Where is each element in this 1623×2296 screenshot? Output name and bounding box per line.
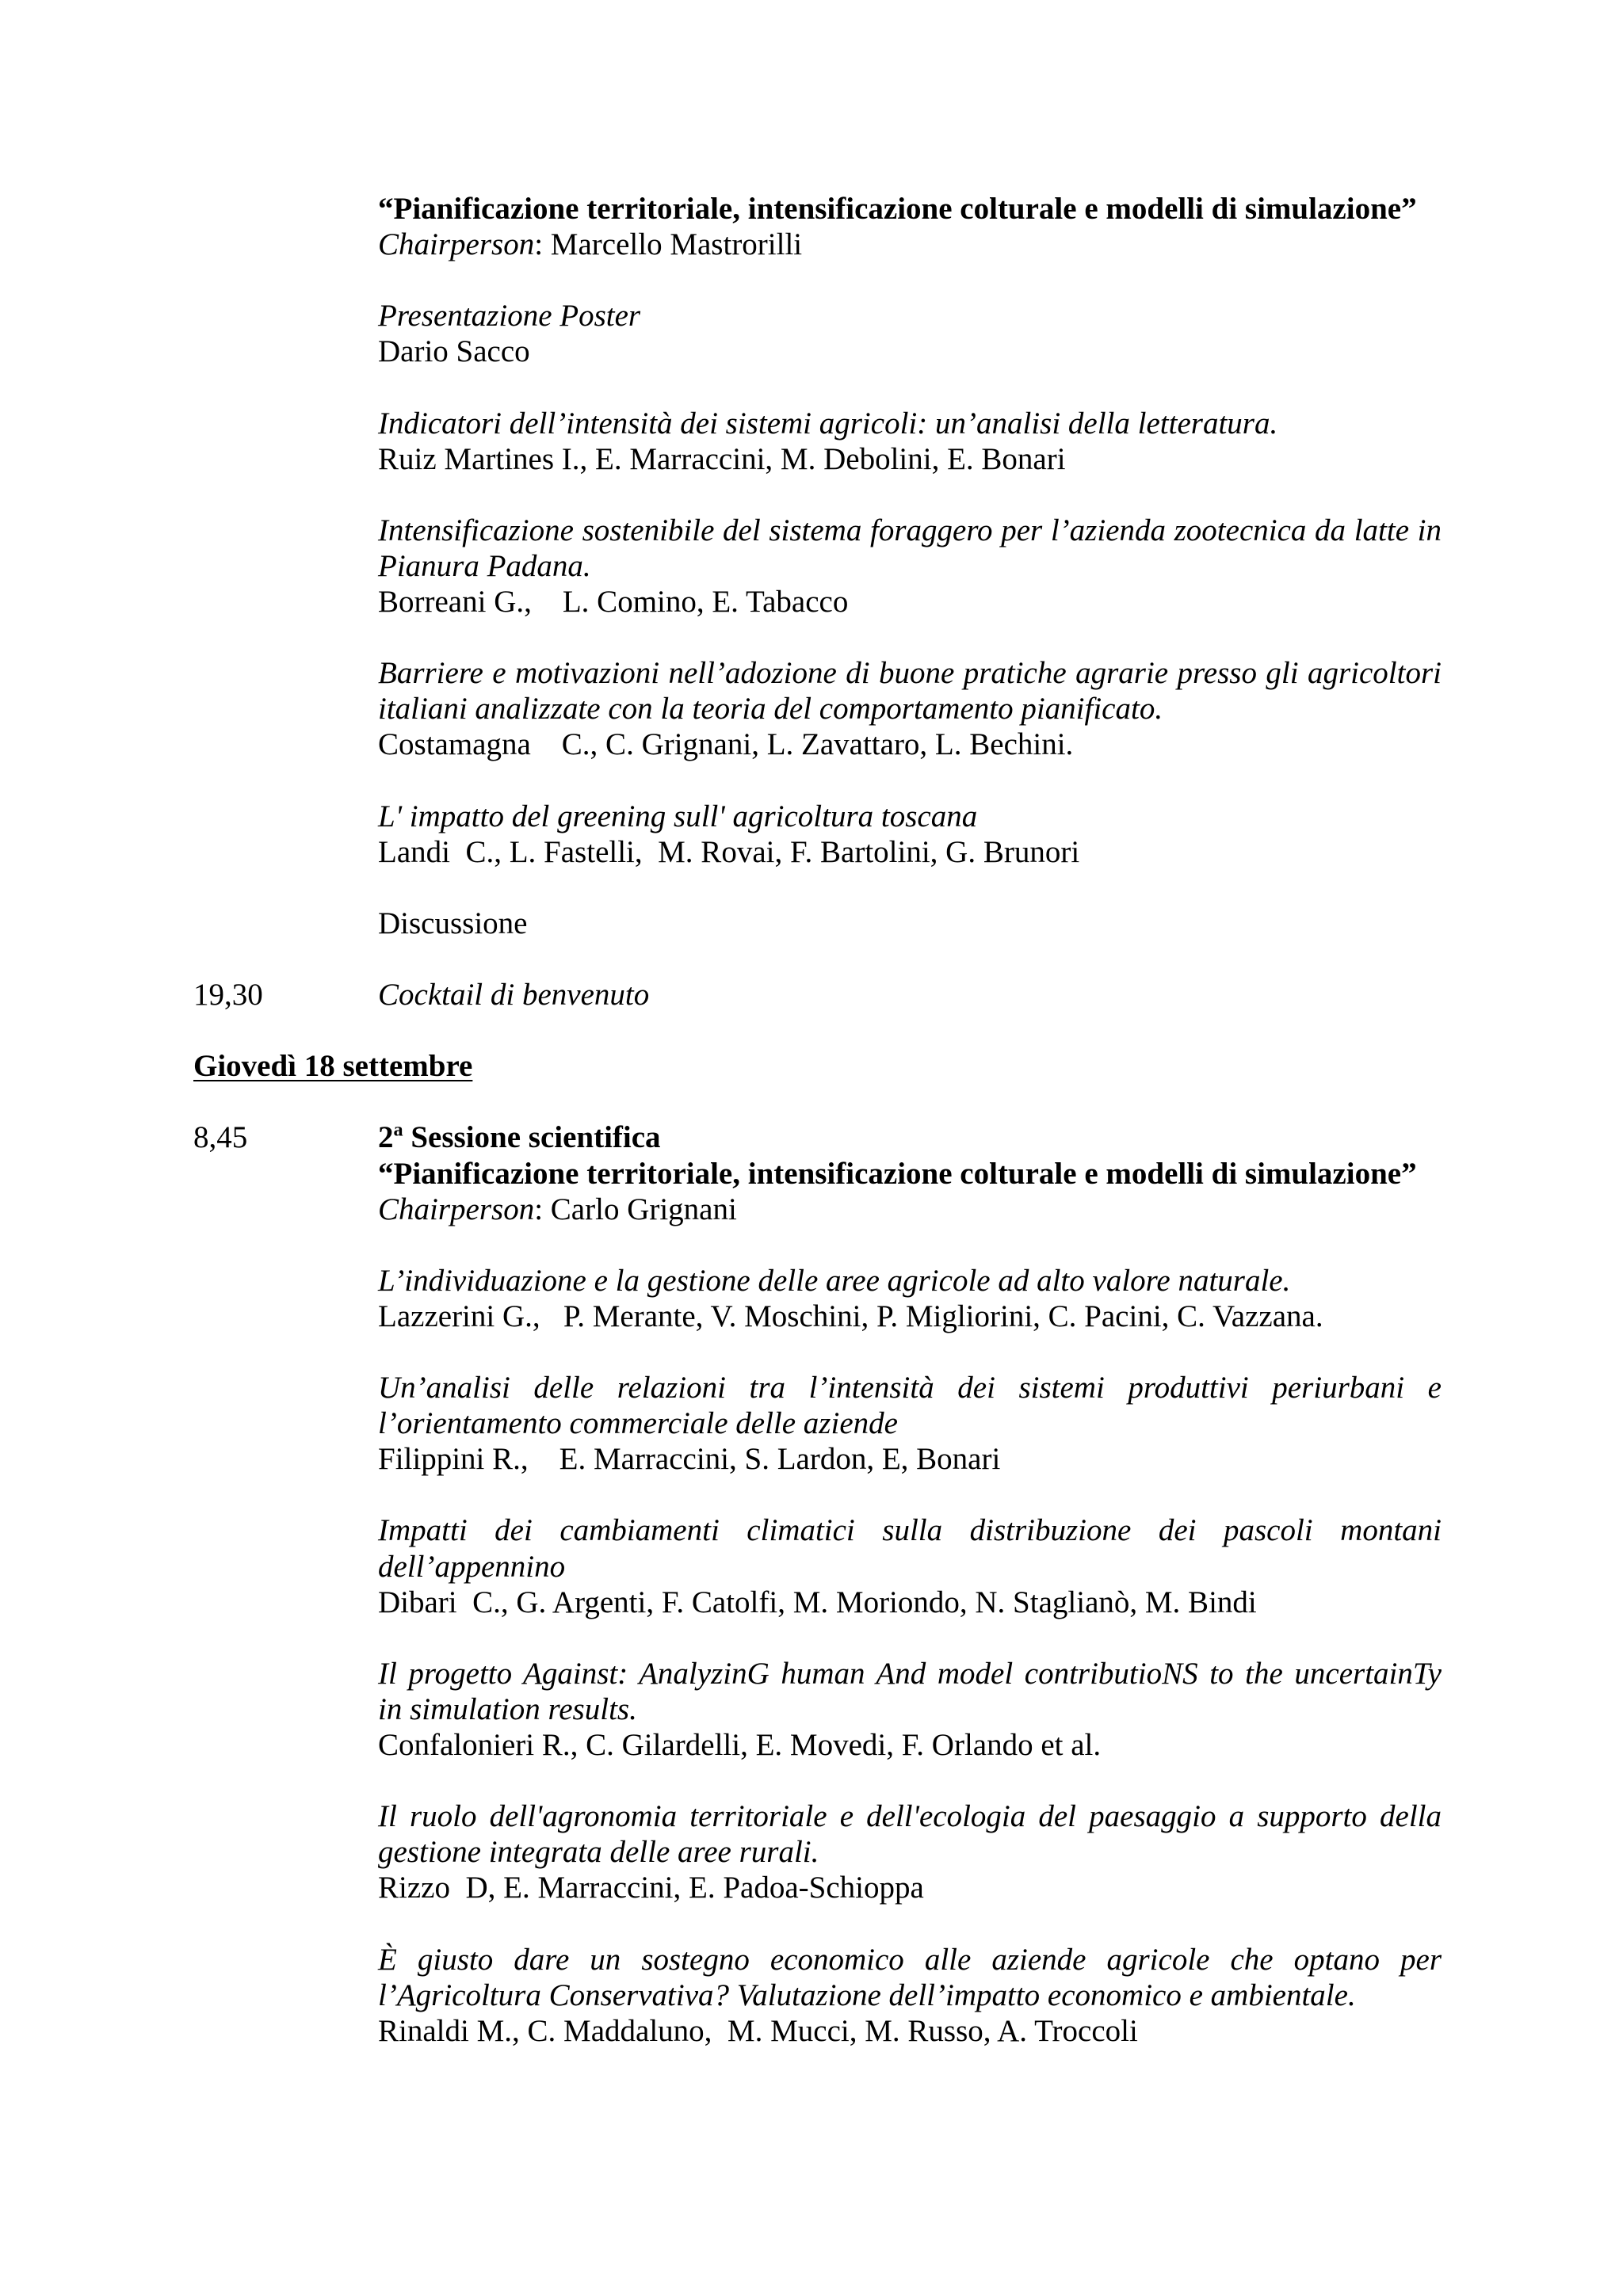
paper-title-line: Un’analisi delle relazioni tra l’intensità dei sistemi produttivi periurbani e — [378, 1371, 1442, 1405]
schedule-time: 8,45 — [193, 1120, 248, 1155]
session-ordinal-suffix: a — [393, 1119, 403, 1141]
paper-title-line: Pianura Padana. — [378, 548, 591, 583]
paper-authors: Filippini R., E. Marraccini, S. Lardon, E, Bonari — [378, 1442, 1001, 1477]
paper-title-line: Il progetto Against: AnalyzinG human And model contributioNS to the uncertainTy — [378, 1656, 1442, 1691]
day-heading: Giovedì 18 settembre — [193, 1049, 473, 1084]
session-heading — [378, 1119, 1442, 1155]
poster-presenter: Dario Sacco — [378, 334, 530, 369]
paper-entry — [0, 799, 1623, 870]
paper-title-line: l’orientamento commerciale delle aziende — [378, 1406, 898, 1441]
paper-authors: Rinaldi M., C. Maddaluno, M. Mucci, M. Russo, A. Troccoli — [378, 2013, 1138, 2048]
blank-line — [0, 1620, 1623, 1656]
blank-line — [0, 1906, 1623, 1942]
blank-line — [0, 1334, 1623, 1370]
poster-presentation — [0, 298, 1623, 369]
session-number: 2 — [378, 1120, 394, 1155]
paper-title-line: Indicatori dell’intensità dei sistemi agricoli: un’analisi della letteratura. — [378, 406, 1278, 441]
discussion-item: Discussione — [378, 906, 528, 940]
chairperson-name: Carlo Grignani — [550, 1192, 737, 1226]
paper-authors: Landi C., L. Fastelli, M. Rovai, F. Bartolini, G. Brunori — [378, 834, 1080, 869]
blank-line — [0, 763, 1623, 799]
blank-line — [0, 1227, 1623, 1263]
paper-authors: Borreani G., L. Comino, E. Tabacco — [378, 585, 849, 620]
paper-title-line: dell’appennino — [378, 1549, 566, 1584]
chairperson-line — [378, 1192, 1442, 1227]
paper-authors: Lazzerini G., P. Merante, V. Moschini, P. Migliorini, C. Pacini, C. Vazzana. — [378, 1299, 1323, 1333]
paper-entry — [0, 1942, 1623, 2049]
schedule-time: 19,30 — [193, 978, 263, 1013]
paper-title-line: L' impatto del greening sull' agricoltura toscana — [378, 799, 978, 833]
schedule-item-welcome — [0, 977, 1623, 1013]
chairperson-name: Marcello Mastrorilli — [550, 227, 803, 262]
paper-authors: Confalonieri R., C. Gilardelli, E. Movedi, F. Orlando et al. — [378, 1728, 1102, 1763]
chairperson-separator: : — [534, 1192, 551, 1226]
session-title: “Pianificazione territoriale, intensificazione colturale e modelli di simulazione” — [378, 192, 1417, 226]
paper-title-line: Il ruolo dell'agronomia territoriale e dell'ecologia del paesaggio a supporto della — [378, 1799, 1442, 1834]
paper-title-line: L’individuazione e la gestione delle aree agricole ad alto valore naturale. — [378, 1263, 1291, 1298]
blank-line — [0, 262, 1623, 298]
paper-title-line: Barriere e motivazioni nell’adozione di buone pratiche agrarie presso gli agricoltori — [378, 656, 1442, 691]
chairperson-separator: : — [534, 227, 551, 262]
blank-line — [0, 1013, 1623, 1048]
paper-title-line: l’Agricoltura Conservativa? Valutazione dell’impatto economico e ambientale. — [378, 1978, 1356, 2012]
chairperson-label: Chairperson — [378, 227, 535, 262]
paper-entry — [0, 406, 1623, 477]
paper-authors: Rizzo D, E. Marraccini, E. Padoa-Schioppa — [378, 1871, 924, 1905]
paper-entry — [0, 1656, 1623, 1763]
paper-title-line: gestione integrata delle aree rurali. — [378, 1835, 819, 1870]
blank-line — [0, 369, 1623, 405]
paper-title-line: italiani analizzate con la teoria del comportamento pianificato. — [378, 692, 1163, 727]
blank-line — [0, 941, 1623, 977]
schedule-label: Cocktail di benvenuto — [378, 978, 650, 1013]
blank-line — [0, 1084, 1623, 1119]
paper-authors: Costamagna C., C. Grignani, L. Zavattaro, L. Bechini. — [378, 727, 1074, 762]
session-1-block — [0, 191, 1623, 977]
session-label: Sessione scientifica — [403, 1120, 661, 1155]
blank-line — [0, 477, 1623, 513]
blank-line — [0, 1763, 1623, 1798]
paper-title-line: in simulation results. — [378, 1691, 637, 1726]
chairperson-label: Chairperson — [378, 1192, 535, 1226]
paper-authors: Ruiz Martines I., E. Marraccini, M. Debolini, E. Bonari — [378, 441, 1066, 476]
paper-entry — [0, 1370, 1623, 1477]
paper-authors: Dibari C., G. Argenti, F. Catolfi, M. Moriondo, N. Staglianò, M. Bindi — [378, 1585, 1257, 1619]
paper-entry — [0, 1263, 1623, 1334]
blank-line — [0, 1477, 1623, 1512]
paper-entry — [0, 513, 1623, 620]
paper-title-line: Intensificazione sostenibile del sistema foraggero per l’azienda zootecnica da latte in — [378, 513, 1442, 547]
paper-title-line: Impatti dei cambiamenti climatici sulla distribuzione dei pascoli montani — [378, 1513, 1442, 1548]
paper-entry — [0, 1798, 1623, 1905]
chairperson-line — [378, 227, 1442, 262]
session-title: “Pianificazione territoriale, intensificazione colturale e modelli di simulazione” — [378, 1156, 1417, 1191]
paper-title-line: È giusto dare un sostegno economico alle aziende agricole che optano per — [378, 1942, 1442, 1977]
blank-line — [0, 620, 1623, 655]
session-heading-row — [0, 1119, 1623, 1155]
paper-entry — [0, 1512, 1623, 1619]
paper-entry — [0, 655, 1623, 762]
session-2-block — [0, 1119, 1623, 2048]
poster-label: Presentazione Poster — [378, 299, 641, 334]
blank-line — [0, 870, 1623, 906]
